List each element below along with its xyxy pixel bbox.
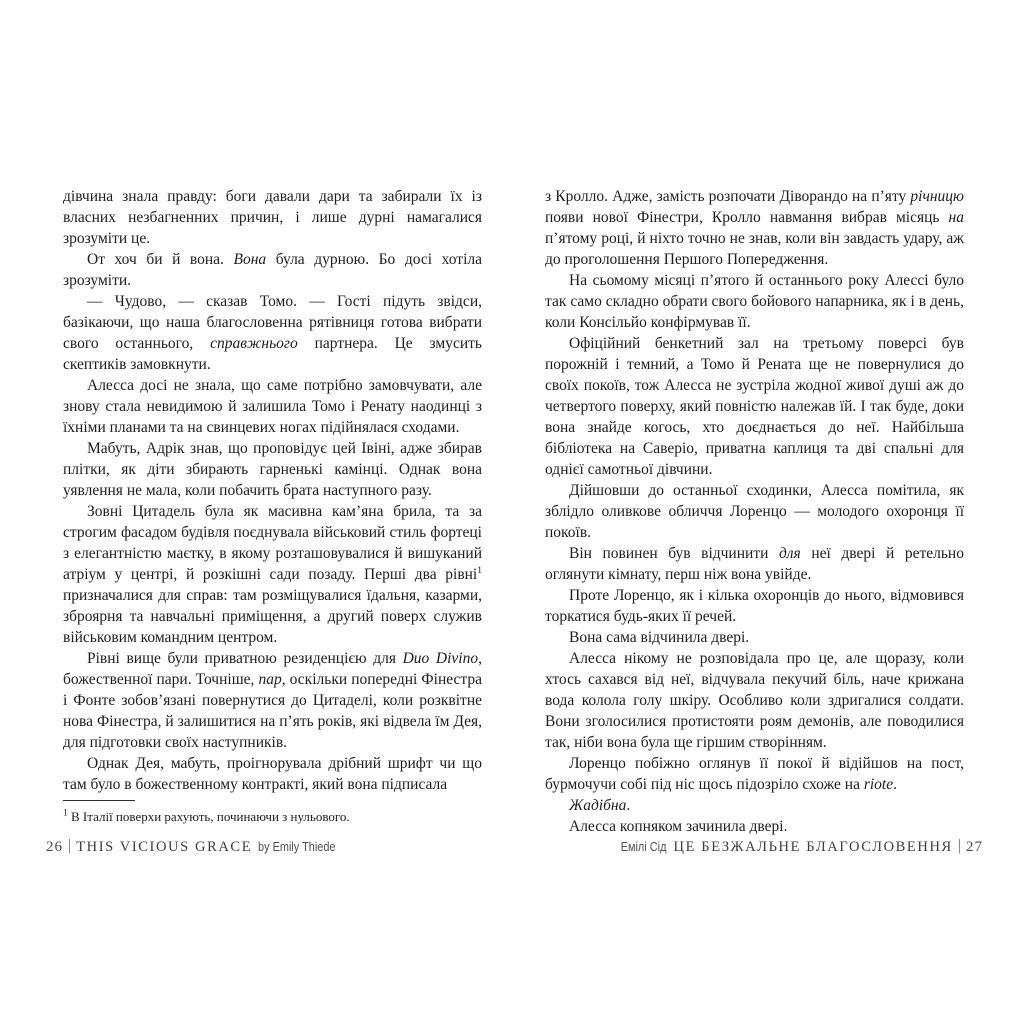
paragraph: Він повинен був відчинити для неї двері й ретельно оглянути кімнату, перш ніж вона увійде. [545, 545, 964, 583]
footnote-body: В Італії поверхи рахують, починаючи з нульового. [67, 809, 350, 824]
paragraph: Зовні Цитадель була як масивна кам’яна брила, та за строгим фасадом будівля поєднувала військовий стиль фортеці з елегантністю маєтку, в якому розташовувалися й вишуканий атріум у центрі, й розкішні сади позаду. Перші два рівні$^1$ призначалися для справ: там розміщувалися їдальня, казарми, зброярня та навчальні приміщення, а другий поверх служив військовим командним центром. [63, 503, 482, 646]
paragraph: Офіційний бенкетний зал на третьому поверсі був порожній і темний, а Томо й Рената ще не повернулися до своїх покоїв, тож Алесса не зустріла жодної живої душі аж до четвертого поверху, який повністю належав їй. І так буде, доки вона знайде когось, хто доєднається до неї. Найбільша бібліотека на Саверіо, приватна каплиця та дві спальні для однієї самотньої дівчини. [545, 335, 964, 478]
page-right [545, 186, 964, 906]
page-number-left: 26 [46, 839, 63, 855]
paragraph: Лоренцо побіжно оглянув її покої й відійшов на пост, бурмочучи собі під ніс щось підозріло схоже на riote. [545, 755, 964, 793]
paragraph: з Кролло. Адже, замість розпочати Діворандо на п’яту річницю появи нової Фінестри, Кролло навмання вибрав місяць на п’ятому році, й ніхто точно не знав, коли він завдасть удару, аж до проголошення Першого Попередження. [545, 188, 964, 268]
running-author: Емілі Сід [620, 839, 667, 854]
paragraph: Проте Лоренцо, як і кілька охоронців до нього, відмовився торкатися будь-яких її речей. [545, 587, 964, 625]
page-left-body [63, 186, 482, 795]
paragraph: дівчина знала правду: боги давали дари та забирали їх із власних незбагненних причин, і лише дурні намагалися зрозуміти це. [63, 188, 482, 247]
paragraph: — Чудово, — сказав Томо. — Гості підуть звідси, базікаючи, що наша благословенна рятівниця готова вибрати свого останнього, справжнього партнера. Це змусить скептиків замовкнути. [63, 293, 482, 373]
page-right-footer [612, 838, 983, 856]
running-book-title-right: ЦЕ БЕЗЖАЛЬНЕ БЛАГОСЛОВЕННЯ [673, 839, 953, 855]
running-book-title-left: THIS VICIOUS GRACE [76, 839, 253, 855]
paragraph: Рівні вище були приватною резиденцією для Duo Divino, божественної пари. Точніше, пар, оскільки попередні Фінестра і Фонте зобов’язані повернутися до Цитаделі, коли розквітне нова Фінестра, й залишитися на п’ять років, які відвела їм Дея, для підготовки своїх наступників. [63, 650, 482, 751]
page-right-body [545, 186, 964, 837]
paragraph: Алесса копняком зачинила двері. [569, 818, 788, 835]
footnote [63, 800, 482, 825]
paragraph: Жадібна. [569, 797, 631, 814]
paragraph: Дійшовши до останньої сходинки, Алесса помітила, як зблідло оливкове обличчя Лоренцо — молодого охоронця її покоїв. [545, 482, 964, 541]
paragraph: Алесса нікому не розповідала про це, але щоразу, коли хтось сахався від неї, відчувала пекучий біль, наче крижана вода колола голу шкіру. Особливо коли здригалися солдати. Вони зголосилися протистояти роям демонів, але поводилися так, ніби вона була ще гіршим створінням. [545, 650, 964, 751]
page-left [63, 186, 482, 906]
paragraph: Алесса досі не знала, що саме потрібно замовчувати, але знову стала невидимою й залишила Томо і Ренату наодинці з їхніми планами та на свинцевих ногах підійнялася сходами. [63, 377, 482, 436]
page-number-right: 27 [966, 839, 983, 855]
footnote-marker: 1 [63, 808, 68, 819]
page-left-footer [46, 838, 350, 856]
paragraph: Мабуть, Адрік знав, що проповідує цей Івіні, адже збирав плітки, як діти збирають гарненькі камінці. Однак вона уявлення не мала, коли побачить брата наступного разу. [63, 440, 482, 499]
paragraph: Вона сама відчинила двері. [569, 629, 750, 646]
footnote-divider [63, 800, 135, 801]
running-byline: by Emily Thiede [258, 839, 336, 854]
paragraph: На сьомому місяці п’ятого й останнього року Алессі було так само складно обрати свого бойового напарника, як і в день, коли Консільйо конфірмував її. [545, 272, 964, 331]
footnote-text [63, 808, 482, 825]
paragraph: Однак Дея, мабуть, проігнорувала дрібний шрифт чи що там було в божественному контракті, який вона підписала [63, 755, 482, 793]
footer-divider-left: | [68, 837, 72, 854]
paragraph: От хоч би й вона. Вона була дурною. Бо досі хотіла зрозуміти. [63, 251, 482, 289]
footer-divider-right: | [957, 837, 961, 854]
